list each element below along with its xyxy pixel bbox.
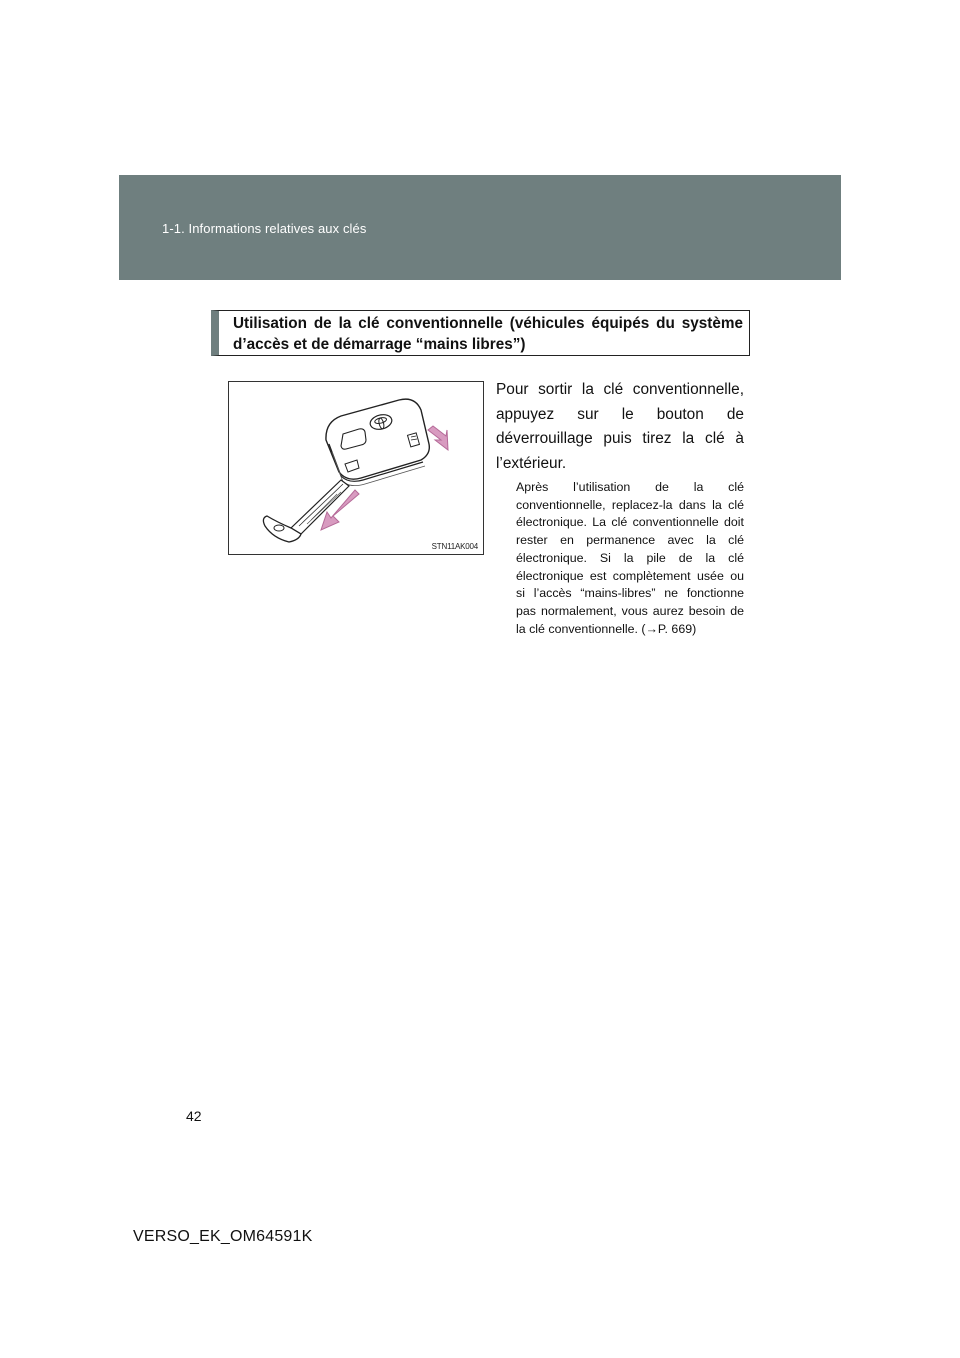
instruction-text: Pour sortir la clé conventionnelle, appuyez sur le bouton de déverrouillage puis tirez la clé à l’extérieur. — [496, 381, 744, 472]
key-illustration — [228, 381, 484, 555]
section-heading-box — [211, 310, 750, 356]
note-text: Après l’utilisation de la clé conventionnelle, replacez-la dans la clé électronique. La clé conventionnelle doit rester en permanence avec la clé électronique. Si la pile de la clé électronique est complètement usée ou si l’accès “mains-libres” ne fonctionne pas normalement, vous aurez besoin de la clé conventionnelle. (→P. 669) — [516, 480, 744, 636]
section-title: Utilisation de la clé conventionnelle (véhicules équipés du système d’accès et de démarrage “mains libres”) — [233, 315, 743, 353]
press-arrow-icon — [428, 426, 448, 450]
document-code: VERSO_EK_OM64591K — [133, 1228, 313, 1245]
page-number: 42 — [186, 1108, 202, 1124]
figure-code: STN11AK004 — [431, 542, 478, 551]
breadcrumb: 1-1. Informations relatives aux clés — [162, 221, 367, 236]
smart-key-icon — [326, 399, 429, 485]
key-illustration-drawing — [229, 382, 485, 556]
mechanical-key-icon — [263, 480, 349, 542]
